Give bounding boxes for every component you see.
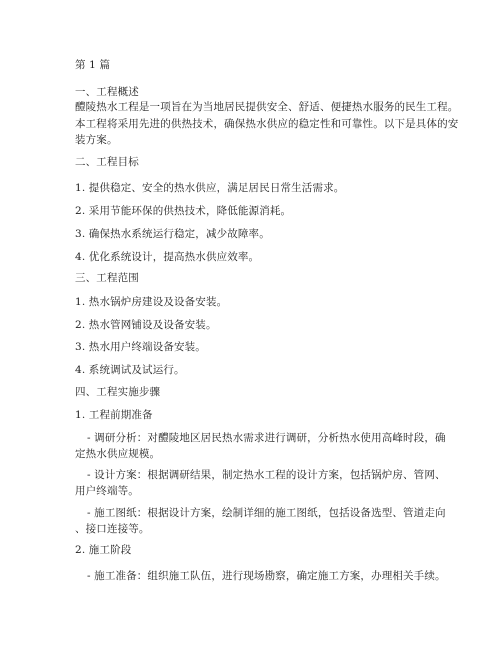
phase-1-bullet-1-line-2: 定热水供应规模。 — [75, 448, 161, 460]
phase-1-bullet-1-line-1: - 调研分析：对醴陵地区居民热水需求进行调研，分析热水使用高峰时段，确 — [87, 432, 446, 444]
section-heading-steps: 四、工程实施步骤 — [75, 386, 161, 398]
phase-1-bullet-3-line-2: 、接口连接等。 — [75, 523, 150, 535]
phase-1-bullet-3-line-1: - 施工图纸：根据设计方案，绘制详细的施工图纸，包括设备选型、管道走向 — [87, 507, 446, 519]
goals-item-3: 3. 确保热水系统运行稳定，减少故障率。 — [75, 228, 270, 240]
goals-item-4: 4. 优化系统设计，提高热水供应效率。 — [75, 251, 260, 263]
section-heading-scope: 三、工程范围 — [75, 272, 139, 284]
section-heading-goals: 二、工程目标 — [75, 156, 139, 168]
steps-phase-1-title: 1. 工程前期准备 — [75, 409, 153, 421]
goals-item-2: 2. 采用节能环保的供热技术，降低能源消耗。 — [75, 205, 292, 217]
overview-paragraph-line-3: 装方案。 — [75, 134, 118, 146]
scope-item-1: 1. 热水锅炉房建设及设备安装。 — [75, 296, 228, 308]
phase-2-bullet-1-line-1: - 施工准备：组织施工队伍，进行现场勘察，确定施工方案，办理相关手续。 — [87, 570, 446, 582]
scope-item-3: 3. 热水用户终端设备安装。 — [75, 341, 206, 353]
overview-paragraph-line-1: 醴陵热水工程是一项旨在为当地居民提供安全、舒适、便捷热水服务的民生工程。 — [75, 101, 459, 113]
section-heading-overview: 一、工程概述 — [75, 86, 139, 98]
scope-item-2: 2. 热水管网铺设及设备安装。 — [75, 319, 217, 331]
part-title: 第 1 篇 — [75, 59, 111, 71]
overview-paragraph-line-2: 本工程将采用先进的供热技术，确保热水供应的稳定性和可靠性。以下是具体的安 — [75, 118, 459, 130]
phase-1-bullet-2-line-1: - 设计方案：根据调研结果，制定热水工程的设计方案，包括锅炉房、管网、 — [87, 469, 446, 481]
goals-item-1: 1. 提供稳定、安全的热水供应，满足居民日常生活需求。 — [75, 182, 345, 194]
steps-phase-2-title: 2. 施工阶段 — [75, 544, 132, 556]
phase-1-bullet-2-line-2: 用户终端等。 — [75, 485, 139, 497]
scope-item-4: 4. 系统调试及试运行。 — [75, 364, 185, 376]
